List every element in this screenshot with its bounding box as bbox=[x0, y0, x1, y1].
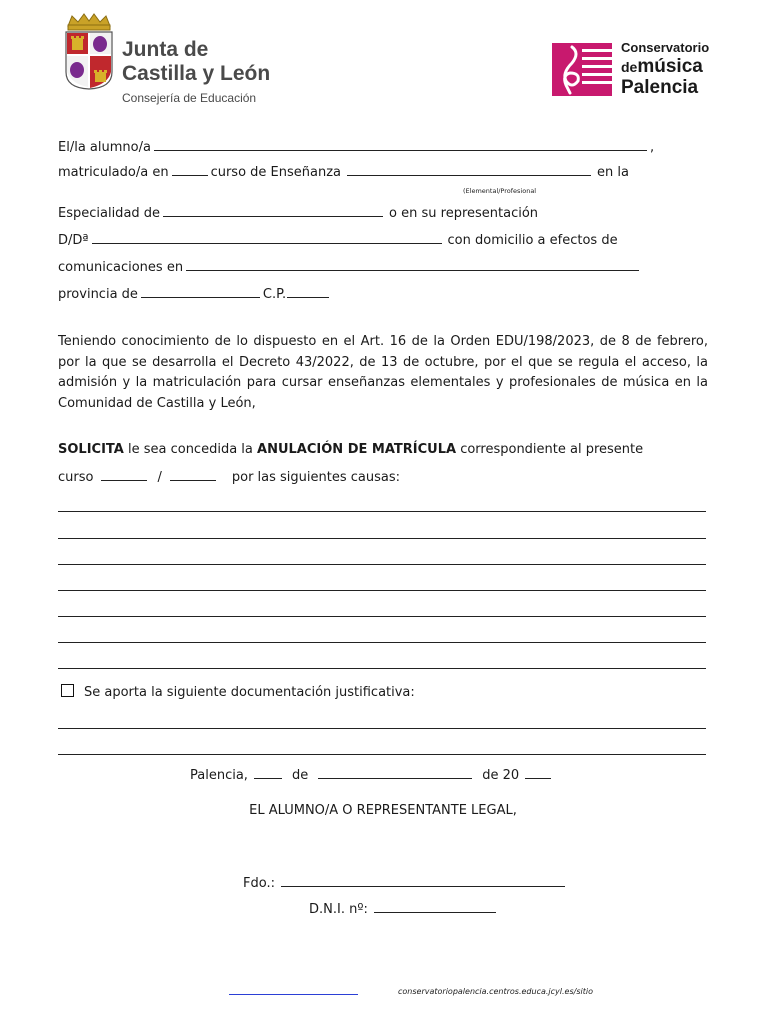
provincia-row bbox=[58, 286, 332, 303]
curso-year-end-field[interactable] bbox=[170, 469, 216, 481]
causa-line-4[interactable] bbox=[58, 590, 706, 591]
solicita-text1: le sea concedida la bbox=[127, 442, 253, 457]
dia-field[interactable] bbox=[254, 767, 282, 779]
fecha-row: Palencia, de de 20 bbox=[190, 767, 554, 784]
footer-link-underline[interactable] bbox=[229, 994, 358, 995]
palencia-label: Palencia, bbox=[190, 768, 248, 783]
documentacion-line-1[interactable] bbox=[58, 728, 706, 729]
causas-label: por las siguientes causas: bbox=[231, 470, 400, 485]
provincia-field[interactable] bbox=[141, 286, 260, 298]
en-la-label: en la bbox=[597, 165, 629, 180]
alumno-row: El/la alumno/a , bbox=[58, 140, 655, 155]
conservatorio-line2 bbox=[621, 56, 703, 79]
causa-line-5[interactable] bbox=[58, 616, 706, 617]
jcyl-subtitle: Consejería de Educación bbox=[122, 91, 257, 105]
conservatorio-musica: música bbox=[637, 56, 703, 77]
curso-year-label: curso bbox=[58, 470, 94, 485]
curso-label: curso de Enseñanza bbox=[210, 165, 342, 180]
firma-field[interactable] bbox=[281, 875, 565, 887]
documentacion-line-2[interactable] bbox=[58, 754, 706, 755]
dni-field[interactable] bbox=[374, 901, 496, 913]
jcyl-title-line2: Castilla y León bbox=[122, 62, 271, 85]
coat-of-arms-icon bbox=[62, 12, 116, 90]
causa-line-6[interactable] bbox=[58, 642, 706, 643]
curso-year-start-field[interactable] bbox=[101, 469, 147, 481]
alumno-representante-label: EL ALUMNO/A O REPRESENTANTE LEGAL, bbox=[249, 803, 517, 818]
matriculado-row bbox=[58, 164, 629, 181]
documentacion-checkbox[interactable] bbox=[61, 684, 74, 697]
domicilio-label: con domicilio a efectos de bbox=[447, 233, 618, 248]
solicita-row bbox=[58, 442, 643, 458]
ensenanza-field[interactable] bbox=[347, 164, 591, 176]
especialidad-label: Especialidad de bbox=[58, 206, 161, 221]
ensenanza-hint: (Elemental/Profesional bbox=[463, 187, 537, 195]
matriculado-label: matriculado/a en bbox=[58, 165, 169, 180]
documentacion-label: Se aporta la siguiente documentación justificativa: bbox=[84, 685, 415, 700]
causa-line-3[interactable] bbox=[58, 564, 706, 565]
jcyl-logo bbox=[62, 12, 116, 90]
solicita-text2: correspondiente al presente bbox=[460, 442, 644, 457]
dd-label: D/Dª bbox=[58, 233, 89, 248]
comunicaciones-row bbox=[58, 259, 642, 276]
alumno-label: El/la alumno/a bbox=[58, 140, 151, 155]
conservatorio-line1: Conservatorio bbox=[621, 40, 710, 55]
body-paragraph: Teniendo conocimiento de lo dispuesto en el Art. 16 de la Orden EDU/198/2023, de 8 de febrero, por la que se desarrolla el Decreto 43/2022, de 13 de octubre, por el que se regula el acceso, la admisión y la matriculación para cursar enseñanzas elementales y profesionales de música en la Comunidad de Castilla y León, bbox=[58, 334, 708, 411]
jcyl-title-line1: Junta de bbox=[122, 38, 209, 61]
especialidad-row bbox=[58, 205, 538, 222]
conservatorio-logo bbox=[552, 43, 612, 96]
curso-number-field[interactable] bbox=[172, 164, 208, 176]
causa-line-7[interactable] bbox=[58, 668, 706, 669]
dd-row bbox=[58, 232, 618, 249]
causa-line-2[interactable] bbox=[58, 538, 706, 539]
comunicaciones-field[interactable] bbox=[186, 259, 639, 271]
solicita-word: SOLICITA bbox=[58, 442, 124, 457]
cp-field[interactable] bbox=[287, 286, 329, 298]
mes-field[interactable] bbox=[318, 767, 472, 779]
anulacion-phrase: ANULACIÓN DE MATRÍCULA bbox=[257, 442, 457, 457]
conservatorio-line3: Palencia bbox=[621, 77, 699, 98]
footer-url: conservatoriopalencia.centros.educa.jcyl.es/sitio bbox=[398, 987, 593, 996]
curso-row: curso / por las siguientes causas: bbox=[58, 470, 400, 485]
dni-row bbox=[309, 901, 499, 918]
dd-field[interactable] bbox=[92, 232, 442, 244]
especialidad-field[interactable] bbox=[163, 205, 383, 217]
anio-field[interactable] bbox=[525, 767, 551, 779]
conservatorio-de: de bbox=[621, 59, 638, 75]
cp-label: C.P. bbox=[262, 287, 287, 302]
causa-line-1[interactable] bbox=[58, 511, 706, 512]
treble-clef-logo-icon bbox=[552, 43, 612, 96]
dni-label: D.N.I. nº: bbox=[309, 902, 368, 917]
provincia-label: provincia de bbox=[58, 287, 138, 302]
fdo-label: Fdo.: bbox=[243, 876, 275, 891]
alumno-field[interactable] bbox=[154, 139, 647, 151]
comunicaciones-label: comunicaciones en bbox=[58, 260, 184, 275]
fdo-row bbox=[243, 875, 568, 892]
representacion-label: o en su representación bbox=[389, 206, 539, 221]
